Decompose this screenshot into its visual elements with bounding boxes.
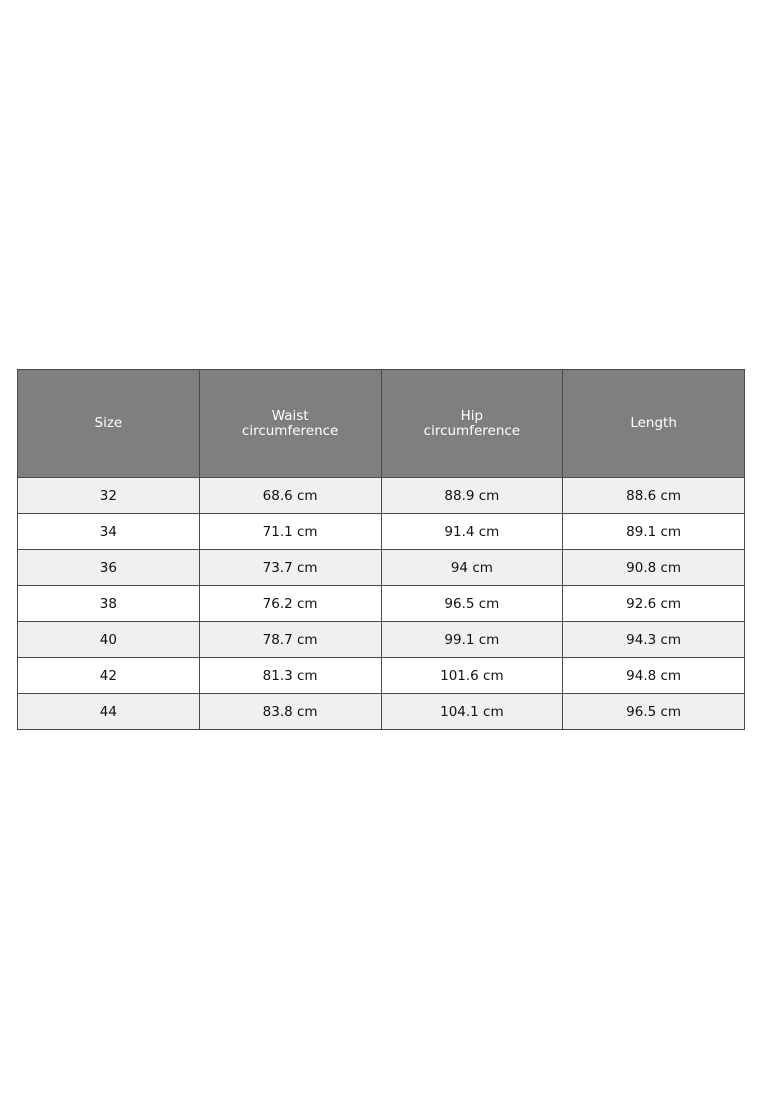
cell-hip: 101.6 cm xyxy=(381,658,563,694)
table-row xyxy=(18,586,745,622)
cell-hip: 91.4 cm xyxy=(381,514,563,550)
cell-hip: 88.9 cm xyxy=(381,478,563,514)
table-row xyxy=(18,622,745,658)
cell-size: 32 xyxy=(18,478,200,514)
header-size: Size xyxy=(18,370,200,478)
size-chart-table xyxy=(17,369,745,730)
cell-length: 94.3 cm xyxy=(563,622,745,658)
cell-waist: 68.6 cm xyxy=(199,478,381,514)
cell-waist: 71.1 cm xyxy=(199,514,381,550)
table-body xyxy=(18,478,745,730)
cell-length: 90.8 cm xyxy=(563,550,745,586)
cell-hip: 99.1 cm xyxy=(381,622,563,658)
cell-size: 40 xyxy=(18,622,200,658)
cell-length: 89.1 cm xyxy=(563,514,745,550)
table-row xyxy=(18,658,745,694)
cell-waist: 76.2 cm xyxy=(199,586,381,622)
cell-length: 96.5 cm xyxy=(563,694,745,730)
header-waist-circumference: Waist circumference xyxy=(199,370,381,478)
table-row xyxy=(18,694,745,730)
cell-hip: 94 cm xyxy=(381,550,563,586)
cell-length: 88.6 cm xyxy=(563,478,745,514)
cell-size: 44 xyxy=(18,694,200,730)
cell-waist: 81.3 cm xyxy=(199,658,381,694)
cell-waist: 83.8 cm xyxy=(199,694,381,730)
table-row xyxy=(18,514,745,550)
table-row xyxy=(18,478,745,514)
cell-waist: 78.7 cm xyxy=(199,622,381,658)
header-length: Length xyxy=(563,370,745,478)
cell-size: 42 xyxy=(18,658,200,694)
cell-length: 92.6 cm xyxy=(563,586,745,622)
cell-length: 94.8 cm xyxy=(563,658,745,694)
header-hip-circumference: Hip circumference xyxy=(381,370,563,478)
cell-size: 36 xyxy=(18,550,200,586)
cell-hip: 96.5 cm xyxy=(381,586,563,622)
cell-size: 38 xyxy=(18,586,200,622)
cell-size: 34 xyxy=(18,514,200,550)
header-row xyxy=(18,370,745,478)
cell-waist: 73.7 cm xyxy=(199,550,381,586)
table-row xyxy=(18,550,745,586)
cell-hip: 104.1 cm xyxy=(381,694,563,730)
table-header xyxy=(18,370,745,478)
